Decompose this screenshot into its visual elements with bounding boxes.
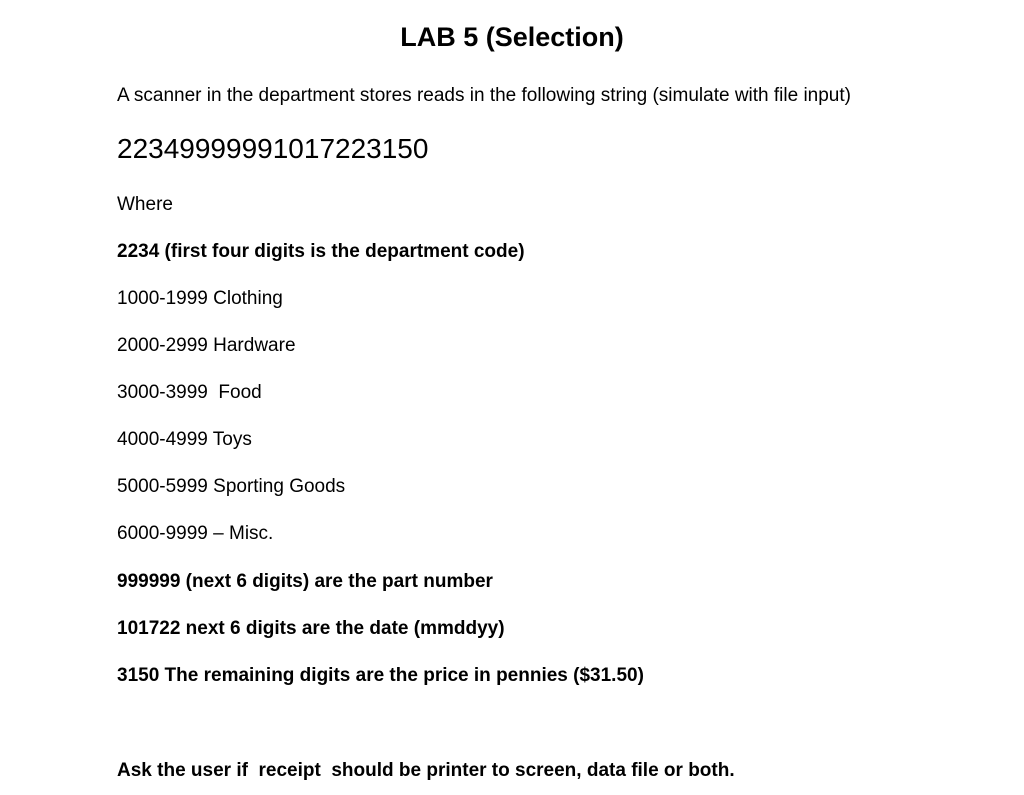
date-line: 101722 next 6 digits are the date (mmddyy)	[117, 618, 505, 639]
price-line: 3150 The remaining digits are the price in pennies ($31.50)	[117, 665, 644, 686]
department-misc: 6000-9999 – Misc.	[117, 523, 274, 544]
intro-text: A scanner in the department stores reads in the following string (simulate with file input)	[117, 85, 851, 106]
receipt-question: Ask the user if receipt should be printer to screen, data file or both.	[117, 760, 735, 781]
department-hardware: 2000-2999 Hardware	[117, 335, 296, 356]
department-food: 3000-3999 Food	[117, 382, 262, 403]
dept-code-heading: 2234 (first four digits is the department code)	[117, 241, 525, 262]
where-label: Where	[117, 194, 173, 215]
part-number-line: 999999 (next 6 digits) are the part number	[117, 571, 493, 592]
document-title: LAB 5 (Selection)	[400, 22, 624, 52]
scan-string: 22349999991017223150	[117, 133, 429, 164]
department-toys: 4000-4999 Toys	[117, 429, 252, 450]
department-sporting-goods: 5000-5999 Sporting Goods	[117, 476, 346, 497]
department-clothing: 1000-1999 Clothing	[117, 288, 283, 309]
